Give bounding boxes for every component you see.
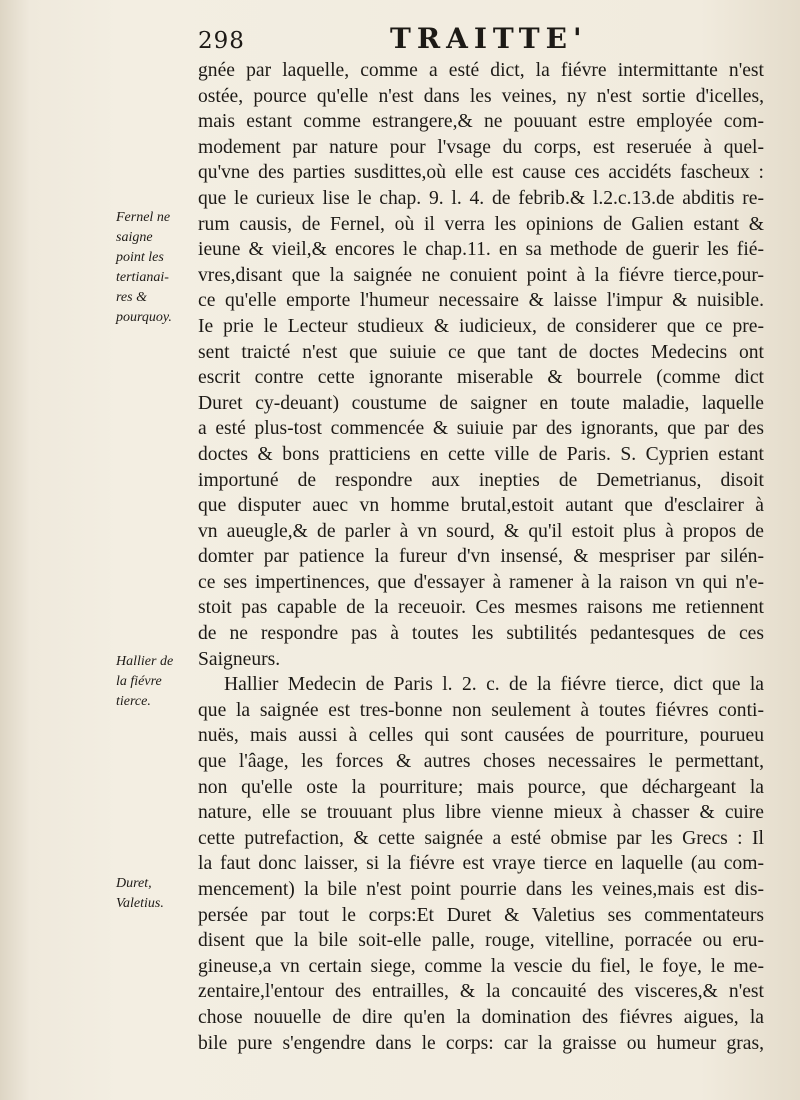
page-number: 298 [198, 28, 245, 54]
text-line: non qu'elle oste la pourriture; mais pource, que déchargeant la [198, 776, 764, 798]
text-line: ce ses impertinences, que d'essayer à ramener à la raison vn qui n'e- [198, 571, 764, 593]
body-text [198, 58, 764, 1056]
text-line: que l'âage, les forces & autres choses necessaires le permettant, [198, 751, 764, 773]
margin-note-duret [116, 874, 198, 914]
text-line: cette putrefaction, & cette saignée a esté obmise par les Grecs : Il [198, 827, 764, 849]
text-line: nuës, mais aussi à celles qui sont causées de pourriture, pourueu [198, 725, 764, 747]
text-line: ieune & vieil,& encores le chap.11. en sa methode de guerir les fié- [198, 239, 764, 261]
text-line: vn aueugle,& de parler à vn sourd, & qu'il estoit plus à propos de [198, 520, 764, 542]
text-line: que la saignée est tres-bonne non seulement à toutes fiévres conti- [198, 699, 764, 721]
text-line: Ie prie le Lecteur studieux & iudicieux, de considerer que ce pre- [198, 315, 764, 337]
text-line: zentaire,l'entour des entrailles, & la concauité des visceres,& n'est [198, 981, 764, 1003]
margin-note-line: tertianai- [116, 270, 169, 285]
margin-note-line: Fernel ne [116, 210, 171, 225]
text-line: doctes & bons pratticiens en cette ville de Paris. S. Cyprien estant [198, 443, 764, 465]
margin-note-line: tierce. [116, 694, 151, 709]
page-header [0, 22, 800, 56]
margin-note-line: Valetius. [116, 896, 164, 911]
text-line: escrit contre cette ignorante miserable & bourrele (comme dict [198, 367, 764, 389]
text-line: mencement) la bile n'est point pourrie dans les veines,mais est dis- [198, 879, 764, 900]
text-line: que le curieux lise le chap. 9. l. 4. de febrib.& l.2.c.13.de abditis re- [198, 187, 764, 209]
text-line: Saigneurs. [198, 648, 281, 670]
text-line: disent que la bile soit-elle palle, rouge, vitelline, porracée ou eru- [198, 930, 764, 952]
text-line: importuné de respondre aux inepties de Demetrianus, disoit [198, 469, 764, 491]
running-title: TRAITTE' [390, 22, 588, 55]
text-line: la faut donc laisser, si la fiévre est vraye tierce en laquelle (au com- [198, 853, 764, 875]
margin-note-line: point les [116, 250, 164, 265]
margin-note-line: Duret, [116, 876, 152, 891]
margin-note-line: Hallier de [116, 654, 174, 669]
text-line: stoit pas capable de la receuoir. Ces mesmes raisons me retiennent [198, 597, 764, 619]
text-line: qu'vne des parties susdittes,où elle est cause ces accidéts fascheux : [198, 162, 764, 184]
text-line: ce qu'elle emporte l'humeur necessaire & laisse l'impur & nuisible. [198, 290, 764, 312]
margin-note-fernel [116, 208, 198, 328]
text-line: mais estant comme estrangere,& ne pouuant estre employée com- [198, 111, 764, 133]
margin-note-hallier [116, 652, 198, 712]
text-line: gnée par laquelle, comme a esté dict, la fiévre intermittante n'est [198, 60, 764, 81]
margin-note-line: saigne [116, 230, 153, 245]
text-line: nature, elle se trouuant plus libre vienne mieux à chasser & cuire [198, 802, 764, 824]
margin-note-line: pourquoy. [116, 310, 172, 325]
text-line: vres,disant que la saignée ne conuient point à la fiévre tierce,pour- [198, 264, 764, 286]
text-line: bile pure s'engendre dans le corps: car la graisse ou humeur gras, [198, 1032, 764, 1054]
text-line: Hallier Medecin de Paris l. 2. c. de la fiévre tierce, dict que la [224, 674, 764, 696]
text-line: modement par nature pour l'vsage du corps, est reseruée à quel- [198, 136, 764, 158]
text-line: rum causis, de Fernel, où il verra les opinions de Galien estant & [198, 213, 764, 235]
margin-note-line: res & [116, 290, 147, 305]
text-line: ostée, pource qu'elle n'est dans les veines, ny n'est sortie d'icelles, [198, 85, 764, 107]
text-line: Duret cy-deuant) coustume de saigner en toute maladie, laquelle [198, 392, 764, 414]
text-line: sent traicté n'est que suiuie ce que tant de doctes Medecins ont [198, 341, 764, 363]
text-line: persée par tout le corps:Et Duret & Valetius ses commentateurs [198, 904, 764, 926]
text-line: gineuse,a vn certain siege, comme la vescie du fiel, le foye, le me- [198, 955, 764, 977]
text-line: a esté plus-tost commencée & suiuie par des ignorants, que par des [198, 418, 764, 440]
text-line: domter par patience la fureur d'vn insensé, & mespriser par silén- [198, 546, 764, 568]
text-line: de ne respondre pas à toutes les subtilités pedantesques de ces [198, 623, 764, 645]
margin-note-line: la fiévre [116, 674, 162, 689]
text-line: que disputer auec vn homme brutal,estoit autant que d'esclairer à [198, 495, 764, 517]
text-line: chose nouuelle de dire qu'en la domination des fiévres aigues, la [198, 1006, 764, 1028]
